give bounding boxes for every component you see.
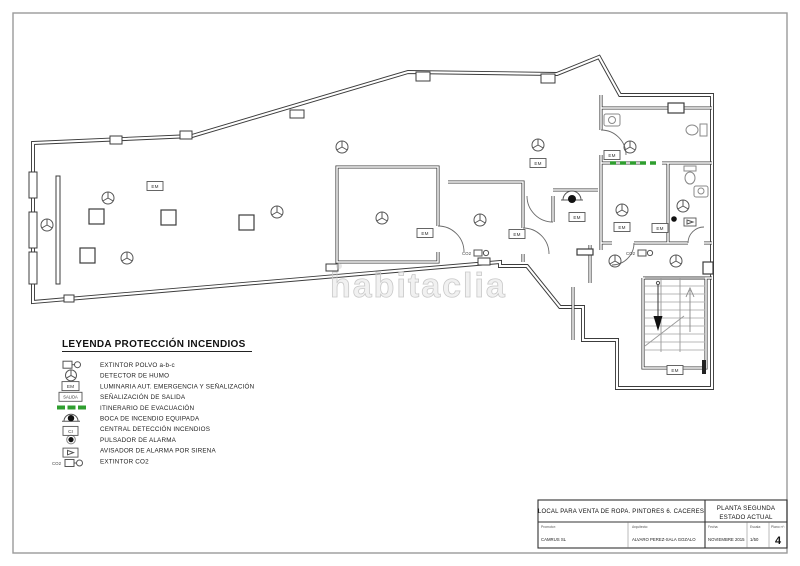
siren-icon [63, 448, 78, 457]
svg-text:EM: EM [608, 152, 616, 158]
svg-text:CO2: CO2 [52, 460, 62, 466]
svg-text:EM: EM [66, 385, 75, 390]
svg-text:EM: EM [573, 214, 581, 220]
window-openings [29, 172, 37, 284]
sheet-title-line1: PLANTA SEGUNDA [716, 505, 776, 512]
legend-label: DETECTOR DE HUMO [100, 372, 170, 380]
legend-item [59, 392, 186, 401]
display-partition [56, 176, 60, 284]
legend-label: SEÑALIZACIÓN DE SALIDA [100, 394, 186, 402]
watermark-text: habitaclia [330, 267, 507, 305]
svg-text:EM: EM [618, 224, 626, 230]
legend-item [62, 414, 200, 422]
fire-hose-reel-icon [62, 414, 80, 421]
em-luminaire-icon [652, 224, 668, 233]
em-luminaire-icon [509, 230, 525, 239]
em-luminaire-icon [667, 366, 683, 375]
legend-item [57, 403, 195, 412]
field-label: Arquitecto: [632, 525, 649, 529]
svg-text:EM: EM [534, 160, 542, 166]
svg-text:EM: EM [421, 230, 429, 236]
title-block [538, 500, 787, 548]
legend-item [63, 424, 210, 435]
em-luminaire-icon [62, 382, 79, 391]
column [239, 215, 254, 230]
svg-text:EM: EM [656, 225, 664, 231]
smoke-detector-icon [66, 370, 77, 381]
svg-text:CI: CI [68, 429, 73, 435]
em-luminaire-icon [569, 213, 585, 222]
sheet-number: 4 [774, 535, 782, 547]
column [80, 248, 95, 263]
field-label: Escala: [750, 525, 762, 529]
em-luminaire-icon [147, 182, 163, 191]
watermark [330, 263, 507, 305]
legend-item [52, 458, 149, 466]
field-value: 1/50 [750, 537, 759, 542]
legend-item [66, 370, 170, 381]
legend-label: PULSADOR DE ALARMA [100, 436, 177, 444]
sink-icon [604, 114, 620, 126]
em-luminaire-icon [530, 159, 546, 168]
field-value: NOVIEMBRE 2015 [708, 537, 745, 542]
em-luminaire-icon [417, 229, 433, 238]
legend-label: BOCA DE INCENDIO EQUIPADA [100, 415, 200, 423]
siren-icon [684, 218, 696, 226]
legend-item [62, 381, 255, 390]
legend-item [63, 448, 217, 458]
alarm-button-icon [67, 435, 76, 444]
legend-label: CENTRAL DETECCIÓN INCENDIOS [100, 426, 211, 434]
em-luminaire-icon [604, 151, 620, 160]
legend-label: ITINERARIO DE EVACUACIÓN [100, 404, 195, 412]
field-label: Fecha: [708, 525, 719, 529]
alarm-button-icon [671, 216, 677, 222]
legend [52, 337, 255, 467]
svg-text:CO2: CO2 [626, 250, 636, 256]
legend-label: AVISADOR DE ALARMA POR SIRENA [100, 447, 216, 455]
svg-text:EM: EM [151, 183, 159, 189]
legend-item [67, 435, 177, 444]
column [161, 210, 176, 225]
svg-text:EM: EM [513, 231, 521, 237]
project-title: LOCAL PARA VENTA DE ROPA. PINTORES 6. CACERES [537, 509, 705, 515]
extinguisher-co2-icon [52, 460, 83, 467]
sheet-title-line2: ESTADO ACTUAL [719, 514, 773, 521]
fire-central-icon [63, 426, 78, 435]
field-label: Promotor: [541, 525, 556, 529]
svg-text:CO2: CO2 [462, 250, 472, 256]
column [89, 209, 104, 224]
legend-title: LEYENDA PROTECCIÓN INCENDIOS [62, 339, 246, 350]
legend-label: EXTINTOR POLVO a-b-c [100, 362, 175, 369]
sink-icon [694, 186, 708, 197]
svg-text:EM: EM [671, 367, 679, 373]
evacuation-route-icon [57, 406, 86, 410]
field-label: Plano nº: [771, 525, 785, 529]
legend-label: LUMINARIA AUT. EMERGENCIA Y SEÑALIZACIÓN [100, 383, 255, 391]
svg-text:SALIDA: SALIDA [63, 394, 78, 400]
field-value: CAMRUS SL [541, 537, 567, 542]
extinguisher-powder-icon [63, 361, 81, 368]
toilet-icon [684, 166, 696, 184]
em-luminaire-icon [614, 223, 630, 232]
field-value: ALVARO PEREZ-SALA GOZALO [632, 537, 696, 542]
legend-label: EXTINTOR CO2 [100, 458, 149, 466]
exit-sign-icon [59, 392, 82, 401]
legend-item [63, 361, 175, 369]
